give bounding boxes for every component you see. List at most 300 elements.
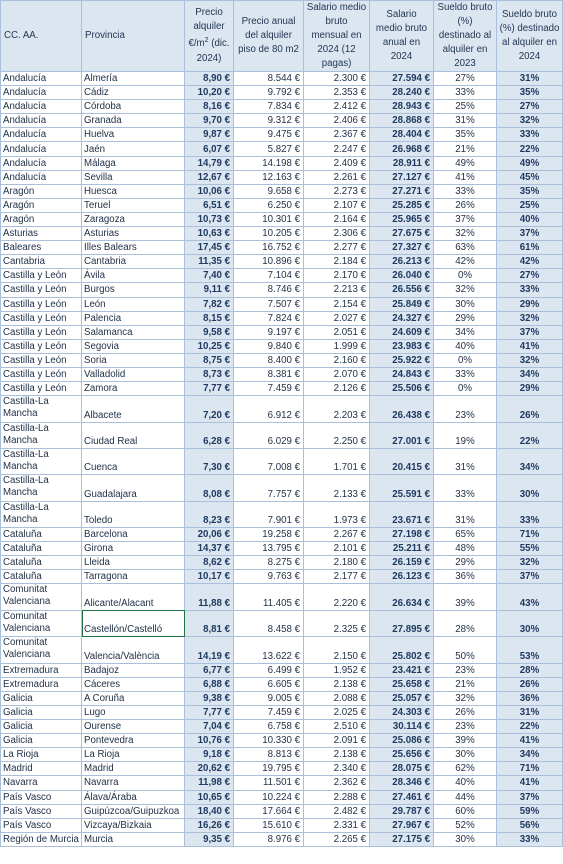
cell-precio-anual[interactable]: 10.205 € [234, 227, 304, 241]
cell-pct-2023[interactable]: 34% [434, 325, 497, 339]
cell-precio-anual[interactable]: 7.104 € [234, 269, 304, 283]
cell-precio-m2[interactable]: 7,82 € [185, 297, 234, 311]
cell-pct-2024[interactable]: 32% [497, 353, 563, 367]
cell-salario-anual[interactable]: 27.271 € [370, 184, 434, 198]
cell-pct-2023[interactable]: 31% [434, 448, 497, 474]
cell-salario-anual[interactable]: 25.086 € [370, 734, 434, 748]
cell-precio-anual[interactable]: 8.544 € [234, 72, 304, 86]
cell-pct-2024[interactable]: 61% [497, 241, 563, 255]
cell-cc[interactable]: Andalucía [1, 156, 82, 170]
cell-cc[interactable]: Cataluña [1, 556, 82, 570]
cell-pct-2023[interactable]: 21% [434, 677, 497, 691]
cell-provincia[interactable]: Almería [82, 72, 185, 86]
cell-precio-m2[interactable]: 10,25 € [185, 339, 234, 353]
cell-precio-m2[interactable]: 10,65 € [185, 790, 234, 804]
cell-pct-2023[interactable]: 65% [434, 528, 497, 542]
cell-provincia[interactable]: Toledo [82, 501, 185, 527]
cell-pct-2024[interactable]: 36% [497, 691, 563, 705]
cell-cc[interactable]: Extremadura [1, 663, 82, 677]
cell-pct-2024[interactable]: 34% [497, 448, 563, 474]
cell-salario-mensual[interactable]: 2.203 € [304, 396, 370, 422]
cell-precio-m2[interactable]: 7,77 € [185, 705, 234, 719]
cell-pct-2024[interactable]: 33% [497, 501, 563, 527]
cell-salario-mensual[interactable]: 2.150 € [304, 637, 370, 663]
cell-precio-m2[interactable]: 8,90 € [185, 72, 234, 86]
cell-precio-anual[interactable]: 6.250 € [234, 198, 304, 212]
cell-pct-2023[interactable]: 49% [434, 156, 497, 170]
cell-pct-2024[interactable]: 30% [497, 475, 563, 501]
cell-pct-2024[interactable]: 31% [497, 705, 563, 719]
cell-salario-anual[interactable]: 23.421 € [370, 663, 434, 677]
cell-salario-mensual[interactable]: 2.133 € [304, 475, 370, 501]
cell-provincia[interactable]: Zaragoza [82, 212, 185, 226]
cell-salario-anual[interactable]: 26.968 € [370, 142, 434, 156]
cell-precio-m2[interactable]: 8,08 € [185, 475, 234, 501]
cell-provincia[interactable]: Palencia [82, 311, 185, 325]
cell-salario-mensual[interactable]: 2.267 € [304, 528, 370, 542]
cell-cc[interactable]: Castilla-La Mancha [1, 475, 82, 501]
cell-salario-mensual[interactable]: 1.701 € [304, 448, 370, 474]
cell-salario-mensual[interactable]: 2.261 € [304, 170, 370, 184]
cell-precio-anual[interactable]: 6.499 € [234, 663, 304, 677]
cell-provincia[interactable]: Ávila [82, 269, 185, 283]
cell-precio-anual[interactable]: 17.664 € [234, 804, 304, 818]
cell-precio-m2[interactable]: 14,37 € [185, 542, 234, 556]
cell-precio-anual[interactable]: 7.008 € [234, 448, 304, 474]
cell-precio-m2[interactable]: 7,30 € [185, 448, 234, 474]
cell-precio-m2[interactable]: 8,81 € [185, 610, 234, 636]
cell-pct-2023[interactable]: 30% [434, 832, 497, 846]
cell-precio-m2[interactable]: 6,07 € [185, 142, 234, 156]
cell-salario-anual[interactable]: 20.415 € [370, 448, 434, 474]
cell-salario-anual[interactable]: 24.303 € [370, 705, 434, 719]
cell-precio-m2[interactable]: 9,58 € [185, 325, 234, 339]
cell-salario-mensual[interactable]: 2.409 € [304, 156, 370, 170]
cell-cc[interactable]: Castilla y León [1, 297, 82, 311]
cell-pct-2023[interactable]: 48% [434, 542, 497, 556]
cell-cc[interactable]: País Vasco [1, 790, 82, 804]
cell-precio-anual[interactable]: 9.658 € [234, 184, 304, 198]
cell-cc[interactable]: Baleares [1, 241, 82, 255]
cell-cc[interactable]: Galicia [1, 705, 82, 719]
cell-precio-anual[interactable]: 7.459 € [234, 382, 304, 396]
cell-precio-anual[interactable]: 12.163 € [234, 170, 304, 184]
cell-cc[interactable]: Andalucía [1, 170, 82, 184]
cell-provincia[interactable]: Girona [82, 542, 185, 556]
cell-provincia[interactable]: Ciudad Real [82, 422, 185, 448]
cell-precio-anual[interactable]: 7.757 € [234, 475, 304, 501]
cell-cc[interactable]: Galicia [1, 691, 82, 705]
cell-salario-mensual[interactable]: 2.164 € [304, 212, 370, 226]
cell-precio-m2[interactable]: 7,40 € [185, 269, 234, 283]
cell-salario-mensual[interactable]: 2.247 € [304, 142, 370, 156]
cell-salario-mensual[interactable]: 2.154 € [304, 297, 370, 311]
cell-pct-2023[interactable]: 0% [434, 382, 497, 396]
cell-salario-mensual[interactable]: 2.412 € [304, 100, 370, 114]
cell-pct-2023[interactable]: 33% [434, 184, 497, 198]
cell-provincia[interactable]: Burgos [82, 283, 185, 297]
cell-pct-2024[interactable]: 41% [497, 776, 563, 790]
cell-provincia[interactable]: Zamora [82, 382, 185, 396]
cell-precio-anual[interactable]: 15.610 € [234, 818, 304, 832]
cell-pct-2023[interactable]: 39% [434, 584, 497, 610]
cell-precio-m2[interactable]: 11,98 € [185, 776, 234, 790]
cell-cc[interactable]: Castilla y León [1, 325, 82, 339]
cell-pct-2023[interactable]: 26% [434, 705, 497, 719]
cell-precio-m2[interactable]: 6,51 € [185, 198, 234, 212]
cell-provincia[interactable]: Jaén [82, 142, 185, 156]
cell-pct-2023[interactable]: 31% [434, 501, 497, 527]
cell-salario-mensual[interactable]: 2.362 € [304, 776, 370, 790]
cell-pct-2023[interactable]: 27% [434, 72, 497, 86]
cell-salario-mensual[interactable]: 2.331 € [304, 818, 370, 832]
cell-cc[interactable]: Castilla-La Mancha [1, 422, 82, 448]
cell-precio-anual[interactable]: 8.275 € [234, 556, 304, 570]
cell-precio-m2[interactable]: 8,16 € [185, 100, 234, 114]
cell-salario-mensual[interactable]: 1.973 € [304, 501, 370, 527]
cell-salario-anual[interactable]: 24.843 € [370, 367, 434, 381]
cell-pct-2023[interactable]: 40% [434, 339, 497, 353]
cell-salario-anual[interactable]: 25.285 € [370, 198, 434, 212]
cell-cc[interactable]: Aragón [1, 198, 82, 212]
cell-precio-m2[interactable]: 16,26 € [185, 818, 234, 832]
cell-pct-2024[interactable]: 22% [497, 720, 563, 734]
cell-precio-anual[interactable]: 6.912 € [234, 396, 304, 422]
cell-provincia[interactable]: Salamanca [82, 325, 185, 339]
cell-salario-mensual[interactable]: 2.353 € [304, 86, 370, 100]
cell-cc[interactable]: Andalucía [1, 86, 82, 100]
cell-provincia[interactable]: Guadalajara [82, 475, 185, 501]
cell-pct-2024[interactable]: 37% [497, 570, 563, 584]
cell-precio-m2[interactable]: 8,73 € [185, 367, 234, 381]
cell-salario-anual[interactable]: 29.787 € [370, 804, 434, 818]
cell-cc[interactable]: La Rioja [1, 748, 82, 762]
cell-pct-2024[interactable]: 40% [497, 212, 563, 226]
cell-cc[interactable]: Andalucía [1, 72, 82, 86]
cell-precio-m2[interactable]: 20,62 € [185, 762, 234, 776]
cell-precio-anual[interactable]: 7.507 € [234, 297, 304, 311]
cell-provincia[interactable]: La Rioja [82, 748, 185, 762]
cell-salario-anual[interactable]: 27.675 € [370, 227, 434, 241]
cell-precio-m2[interactable]: 7,04 € [185, 720, 234, 734]
cell-pct-2023[interactable]: 33% [434, 367, 497, 381]
cell-precio-anual[interactable]: 8.976 € [234, 832, 304, 846]
cell-pct-2023[interactable]: 62% [434, 762, 497, 776]
cell-pct-2024[interactable]: 71% [497, 762, 563, 776]
cell-precio-m2[interactable]: 8,15 € [185, 311, 234, 325]
cell-salario-mensual[interactable]: 2.027 € [304, 311, 370, 325]
header-pct-2024[interactable]: Sueldo bruto (%) destinado al alquiler en 2024 [497, 1, 563, 72]
cell-pct-2023[interactable]: 28% [434, 610, 497, 636]
cell-precio-m2[interactable]: 11,35 € [185, 255, 234, 269]
cell-salario-anual[interactable]: 28.868 € [370, 114, 434, 128]
cell-provincia[interactable]: Castellón/Castelló [82, 610, 185, 636]
cell-salario-anual[interactable]: 27.594 € [370, 72, 434, 86]
cell-salario-mensual[interactable]: 2.306 € [304, 227, 370, 241]
cell-salario-mensual[interactable]: 2.177 € [304, 570, 370, 584]
cell-precio-m2[interactable]: 9,38 € [185, 691, 234, 705]
cell-precio-anual[interactable]: 10.224 € [234, 790, 304, 804]
cell-precio-m2[interactable]: 12,67 € [185, 170, 234, 184]
cell-salario-mensual[interactable]: 2.277 € [304, 241, 370, 255]
cell-salario-anual[interactable]: 26.123 € [370, 570, 434, 584]
cell-pct-2023[interactable]: 52% [434, 818, 497, 832]
cell-precio-anual[interactable]: 10.301 € [234, 212, 304, 226]
cell-precio-m2[interactable]: 10,63 € [185, 227, 234, 241]
cell-pct-2023[interactable]: 32% [434, 691, 497, 705]
cell-salario-mensual[interactable]: 2.325 € [304, 610, 370, 636]
cell-pct-2024[interactable]: 35% [497, 86, 563, 100]
cell-pct-2023[interactable]: 32% [434, 283, 497, 297]
cell-precio-m2[interactable]: 20,06 € [185, 528, 234, 542]
cell-pct-2024[interactable]: 41% [497, 339, 563, 353]
cell-provincia[interactable]: Sevilla [82, 170, 185, 184]
cell-cc[interactable]: Andalucía [1, 114, 82, 128]
cell-salario-anual[interactable]: 27.001 € [370, 422, 434, 448]
cell-salario-anual[interactable]: 28.240 € [370, 86, 434, 100]
cell-precio-m2[interactable]: 8,62 € [185, 556, 234, 570]
header-salario-mensual[interactable]: Salario medio bruto mensual en 2024 (12 pagas) [304, 1, 370, 72]
cell-salario-anual[interactable]: 26.213 € [370, 255, 434, 269]
cell-precio-anual[interactable]: 14.198 € [234, 156, 304, 170]
cell-pct-2024[interactable]: 32% [497, 311, 563, 325]
cell-salario-mensual[interactable]: 2.138 € [304, 677, 370, 691]
cell-precio-m2[interactable]: 6,28 € [185, 422, 234, 448]
header-salario-anual[interactable]: Salario medio bruto anual en 2024 [370, 1, 434, 72]
cell-precio-m2[interactable]: 6,88 € [185, 677, 234, 691]
cell-salario-mensual[interactable]: 2.180 € [304, 556, 370, 570]
header-pct-2023[interactable]: Sueldo bruto (%) destinado al alquiler en 2023 [434, 1, 497, 72]
cell-salario-mensual[interactable]: 2.510 € [304, 720, 370, 734]
cell-provincia[interactable]: Huesca [82, 184, 185, 198]
cell-pct-2024[interactable]: 43% [497, 584, 563, 610]
cell-precio-m2[interactable]: 8,75 € [185, 353, 234, 367]
cell-provincia[interactable]: Barcelona [82, 528, 185, 542]
cell-pct-2024[interactable]: 32% [497, 114, 563, 128]
cell-pct-2023[interactable]: 19% [434, 422, 497, 448]
cell-precio-m2[interactable]: 9,87 € [185, 128, 234, 142]
cell-provincia[interactable]: Álava/Áraba [82, 790, 185, 804]
cell-pct-2024[interactable]: 49% [497, 156, 563, 170]
header-precio-alquiler[interactable]: Precio alquiler $€/m^2$ (dic. 2024) [185, 1, 234, 72]
cell-pct-2024[interactable]: 37% [497, 325, 563, 339]
cell-precio-anual[interactable]: 11.405 € [234, 584, 304, 610]
cell-salario-anual[interactable]: 28.404 € [370, 128, 434, 142]
cell-salario-mensual[interactable]: 1.952 € [304, 663, 370, 677]
cell-cc[interactable]: Aragón [1, 184, 82, 198]
cell-pct-2024[interactable]: 29% [497, 297, 563, 311]
cell-cc[interactable]: Castilla y León [1, 353, 82, 367]
cell-pct-2024[interactable]: 42% [497, 255, 563, 269]
cell-pct-2023[interactable]: 30% [434, 297, 497, 311]
cell-cc[interactable]: Andalucía [1, 142, 82, 156]
cell-pct-2023[interactable]: 30% [434, 748, 497, 762]
cell-pct-2024[interactable]: 34% [497, 748, 563, 762]
cell-salario-anual[interactable]: 27.198 € [370, 528, 434, 542]
cell-cc[interactable]: País Vasco [1, 818, 82, 832]
cell-salario-anual[interactable]: 25.656 € [370, 748, 434, 762]
cell-cc[interactable]: Región de Murcia [1, 832, 82, 846]
cell-pct-2024[interactable]: 45% [497, 170, 563, 184]
cell-provincia[interactable]: Valencia/València [82, 637, 185, 663]
cell-salario-anual[interactable]: 28.075 € [370, 762, 434, 776]
cell-salario-anual[interactable]: 25.591 € [370, 475, 434, 501]
cell-precio-anual[interactable]: 7.834 € [234, 100, 304, 114]
cell-precio-anual[interactable]: 7.901 € [234, 501, 304, 527]
cell-pct-2023[interactable]: 0% [434, 269, 497, 283]
cell-pct-2023[interactable]: 42% [434, 255, 497, 269]
cell-precio-anual[interactable]: 13.795 € [234, 542, 304, 556]
cell-cc[interactable]: Extremadura [1, 677, 82, 691]
cell-salario-anual[interactable]: 25.849 € [370, 297, 434, 311]
cell-precio-anual[interactable]: 8.381 € [234, 367, 304, 381]
cell-pct-2024[interactable]: 27% [497, 100, 563, 114]
header-cc[interactable]: CC. AA. [1, 1, 82, 72]
cell-precio-anual[interactable]: 6.758 € [234, 720, 304, 734]
cell-salario-anual[interactable]: 27.327 € [370, 241, 434, 255]
cell-precio-anual[interactable]: 7.824 € [234, 311, 304, 325]
cell-pct-2024[interactable]: 71% [497, 528, 563, 542]
cell-salario-anual[interactable]: 27.175 € [370, 832, 434, 846]
cell-provincia[interactable]: Teruel [82, 198, 185, 212]
cell-pct-2023[interactable]: 44% [434, 790, 497, 804]
cell-precio-anual[interactable]: 9.763 € [234, 570, 304, 584]
cell-pct-2023[interactable]: 25% [434, 100, 497, 114]
cell-precio-anual[interactable]: 9.792 € [234, 86, 304, 100]
cell-cc[interactable]: Castilla y León [1, 311, 82, 325]
cell-precio-m2[interactable]: 11,88 € [185, 584, 234, 610]
cell-precio-anual[interactable]: 13.622 € [234, 637, 304, 663]
cell-cc[interactable]: Comunitat Valenciana [1, 610, 82, 636]
cell-precio-m2[interactable]: 9,18 € [185, 748, 234, 762]
cell-cc[interactable]: Castilla y León [1, 283, 82, 297]
cell-pct-2023[interactable]: 31% [434, 114, 497, 128]
cell-salario-mensual[interactable]: 2.406 € [304, 114, 370, 128]
cell-salario-mensual[interactable]: 2.138 € [304, 748, 370, 762]
cell-cc[interactable]: Castilla y León [1, 269, 82, 283]
cell-salario-anual[interactable]: 27.127 € [370, 170, 434, 184]
cell-precio-anual[interactable]: 9.840 € [234, 339, 304, 353]
cell-precio-anual[interactable]: 9.005 € [234, 691, 304, 705]
cell-pct-2023[interactable]: 35% [434, 128, 497, 142]
cell-cc[interactable]: Galicia [1, 734, 82, 748]
cell-precio-m2[interactable]: 10,06 € [185, 184, 234, 198]
cell-precio-m2[interactable]: 10,76 € [185, 734, 234, 748]
cell-pct-2023[interactable]: 50% [434, 637, 497, 663]
cell-pct-2023[interactable]: 23% [434, 663, 497, 677]
cell-pct-2023[interactable]: 40% [434, 776, 497, 790]
cell-pct-2023[interactable]: 41% [434, 170, 497, 184]
cell-cc[interactable]: Cataluña [1, 542, 82, 556]
cell-pct-2023[interactable]: 29% [434, 311, 497, 325]
cell-salario-anual[interactable]: 26.556 € [370, 283, 434, 297]
cell-precio-anual[interactable]: 7.459 € [234, 705, 304, 719]
cell-salario-mensual[interactable]: 2.070 € [304, 367, 370, 381]
cell-provincia[interactable]: Badajoz [82, 663, 185, 677]
cell-precio-anual[interactable]: 9.475 € [234, 128, 304, 142]
cell-pct-2024[interactable]: 31% [497, 72, 563, 86]
cell-pct-2023[interactable]: 26% [434, 198, 497, 212]
cell-cc[interactable]: Andalucía [1, 128, 82, 142]
cell-cc[interactable]: Aragón [1, 212, 82, 226]
cell-salario-anual[interactable]: 28.943 € [370, 100, 434, 114]
cell-salario-mensual[interactable]: 2.160 € [304, 353, 370, 367]
cell-provincia[interactable]: León [82, 297, 185, 311]
cell-cc[interactable]: Galicia [1, 720, 82, 734]
cell-salario-mensual[interactable]: 2.482 € [304, 804, 370, 818]
cell-provincia[interactable]: Valladolid [82, 367, 185, 381]
cell-salario-mensual[interactable]: 2.265 € [304, 832, 370, 846]
cell-pct-2024[interactable]: 32% [497, 556, 563, 570]
cell-salario-mensual[interactable]: 2.025 € [304, 705, 370, 719]
cell-precio-anual[interactable]: 5.827 € [234, 142, 304, 156]
cell-precio-m2[interactable]: 17,45 € [185, 241, 234, 255]
cell-cc[interactable]: Castilla y León [1, 339, 82, 353]
cell-salario-anual[interactable]: 23.983 € [370, 339, 434, 353]
cell-cc[interactable]: Cantabria [1, 255, 82, 269]
cell-salario-anual[interactable]: 26.438 € [370, 396, 434, 422]
cell-precio-anual[interactable]: 9.312 € [234, 114, 304, 128]
cell-pct-2023[interactable]: 23% [434, 720, 497, 734]
cell-pct-2023[interactable]: 29% [434, 556, 497, 570]
cell-precio-m2[interactable]: 9,11 € [185, 283, 234, 297]
cell-salario-anual[interactable]: 27.461 € [370, 790, 434, 804]
cell-pct-2024[interactable]: 56% [497, 818, 563, 832]
cell-precio-m2[interactable]: 14,19 € [185, 637, 234, 663]
cell-pct-2024[interactable]: 29% [497, 382, 563, 396]
cell-pct-2024[interactable]: 22% [497, 422, 563, 448]
cell-pct-2024[interactable]: 30% [497, 610, 563, 636]
cell-pct-2024[interactable]: 34% [497, 367, 563, 381]
cell-pct-2023[interactable]: 21% [434, 142, 497, 156]
cell-salario-anual[interactable]: 26.159 € [370, 556, 434, 570]
cell-salario-anual[interactable]: 25.922 € [370, 353, 434, 367]
cell-precio-m2[interactable]: 7,20 € [185, 396, 234, 422]
cell-salario-anual[interactable]: 27.895 € [370, 610, 434, 636]
cell-provincia[interactable]: Granada [82, 114, 185, 128]
cell-cc[interactable]: Castilla-La Mancha [1, 448, 82, 474]
cell-salario-mensual[interactable]: 2.273 € [304, 184, 370, 198]
cell-salario-anual[interactable]: 26.040 € [370, 269, 434, 283]
cell-precio-anual[interactable]: 6.605 € [234, 677, 304, 691]
cell-precio-m2[interactable]: 6,77 € [185, 663, 234, 677]
cell-pct-2024[interactable]: 26% [497, 396, 563, 422]
cell-salario-anual[interactable]: 25.965 € [370, 212, 434, 226]
cell-pct-2023[interactable]: 33% [434, 86, 497, 100]
cell-salario-mensual[interactable]: 2.250 € [304, 422, 370, 448]
cell-salario-mensual[interactable]: 2.300 € [304, 72, 370, 86]
cell-salario-mensual[interactable]: 2.288 € [304, 790, 370, 804]
cell-cc[interactable]: País Vasco [1, 804, 82, 818]
cell-cc[interactable]: Castilla y León [1, 367, 82, 381]
cell-salario-anual[interactable]: 27.967 € [370, 818, 434, 832]
cell-salario-mensual[interactable]: 2.126 € [304, 382, 370, 396]
cell-precio-anual[interactable]: 16.752 € [234, 241, 304, 255]
cell-salario-mensual[interactable]: 2.184 € [304, 255, 370, 269]
cell-pct-2024[interactable]: 41% [497, 734, 563, 748]
header-provincia[interactable]: Provincia [82, 1, 185, 72]
cell-pct-2023[interactable]: 33% [434, 475, 497, 501]
cell-cc[interactable]: Cataluña [1, 570, 82, 584]
cell-pct-2024[interactable]: 27% [497, 269, 563, 283]
cell-salario-anual[interactable]: 26.634 € [370, 584, 434, 610]
cell-salario-mensual[interactable]: 2.088 € [304, 691, 370, 705]
cell-salario-anual[interactable]: 28.346 € [370, 776, 434, 790]
cell-salario-mensual[interactable]: 2.051 € [304, 325, 370, 339]
cell-provincia[interactable]: Lugo [82, 705, 185, 719]
cell-salario-anual[interactable]: 25.057 € [370, 691, 434, 705]
cell-pct-2023[interactable]: 36% [434, 570, 497, 584]
